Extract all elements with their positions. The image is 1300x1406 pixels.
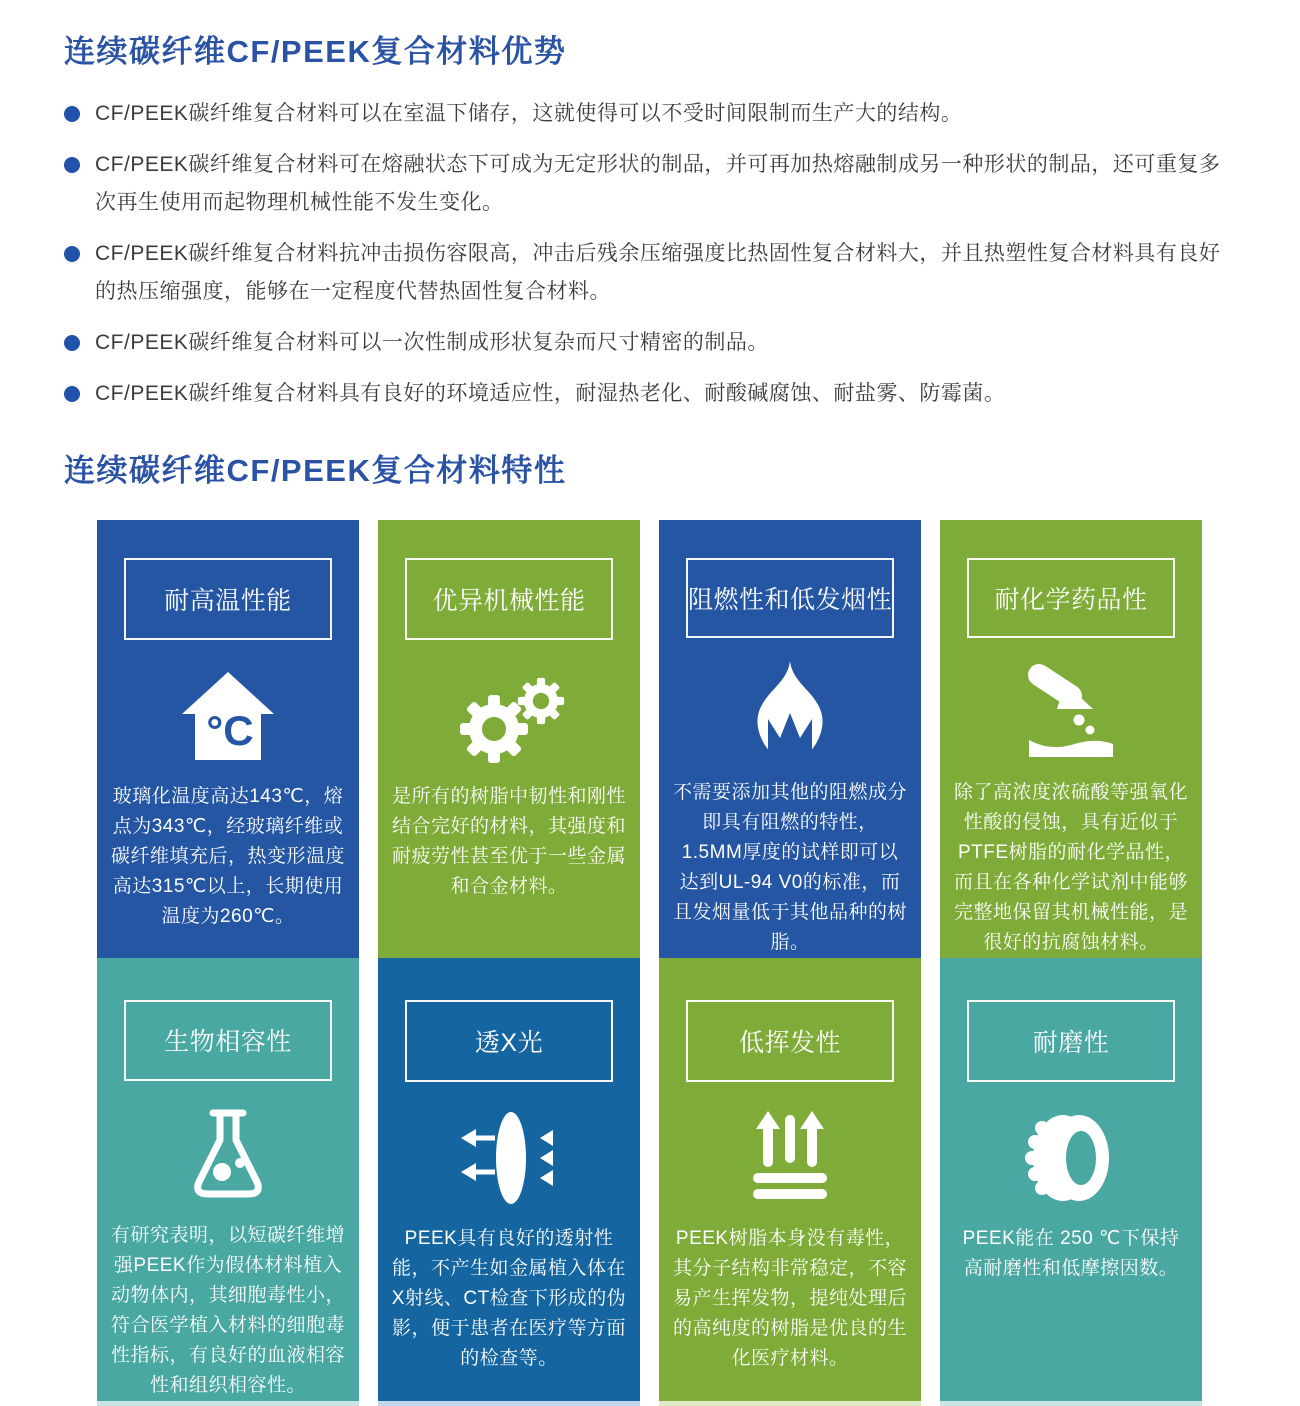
card-title: 耐高温性能: [164, 587, 292, 615]
feature-card-heat-resistance: [97, 520, 359, 958]
bullet-dot-icon: [64, 335, 80, 351]
bullet-dot-icon: [64, 157, 80, 173]
bullet-dot-icon: [64, 386, 80, 402]
feature-card-biocompatibility: [97, 958, 359, 1401]
tire-icon: [1015, 1102, 1127, 1214]
feature-card-mechanical: [378, 520, 640, 958]
gears-icon: [448, 660, 570, 772]
bullet-text: CF/PEEK碳纤维复合材料可在熔融状态下可成为无定形状的制品，并可再加热熔融制成另一种形状的制品，还可重复多次再生使用而起物理机械性能不发生变化。: [95, 153, 1221, 214]
temperature-house-icon: [180, 660, 276, 772]
card-title: 阻燃性和低发烟性: [688, 586, 893, 615]
card-column: [97, 520, 359, 1406]
card-description: 是所有的树脂中韧性和刚性结合完好的材料，其强度和耐疲劳性甚至优于一些金属和合金材料。: [391, 786, 626, 897]
flask-icon: [182, 1101, 274, 1211]
card-description: 有研究表明，以短碳纤维增强PEEK作为假体材料植入动物体内，其细胞毒性小，符合医学植入材料的细胞毒性指标，有良好的血液相容性和组织相容性。: [110, 1225, 345, 1396]
feature-card-flame-retardant: [659, 520, 921, 958]
card-description: 玻璃化温度高达143℃，熔点为343℃，经玻璃纤维或碳纤维填充后，热变形温度高达315℃以上，长期使用温度为260℃。: [110, 786, 345, 927]
bullet-text: CF/PEEK碳纤维复合材料可以在室温下储存，这就使得可以不受时间限制而生产大的结构。: [95, 102, 963, 125]
card-description: PEEK具有良好的透射性能，不产生如金属植入体在X射线、CT检查下形成的伪影，便于患者在医疗等方面的检查等。: [391, 1228, 627, 1369]
card-column: [378, 520, 640, 1406]
card-title-box: [124, 1000, 332, 1081]
card-title-box: [967, 558, 1175, 638]
card-description: 除了高浓度浓硫酸等强氧化性酸的侵蚀，具有近似于PTFE树脂的耐化学品性，而且在各种化学试剂中能够完整地保留其机械性能，是很好的抗腐蚀材料。: [953, 782, 1188, 953]
feature-card-chemical-resistance: [940, 520, 1202, 958]
xray-lens-icon: [451, 1102, 567, 1214]
section-title-features: 连续碳纤维CF/PEEK复合材料特性: [64, 453, 567, 488]
feature-card-xray-transparent: [378, 958, 640, 1401]
section-title-advantages: 连续碳纤维CF/PEEK复合材料优势: [64, 34, 567, 69]
list-item: [64, 146, 1236, 222]
chemical-pour-icon: [1015, 658, 1127, 768]
card-title: 低挥发性: [738, 1029, 841, 1057]
feature-card-grid: [97, 520, 1236, 1406]
feature-card-wear-resistance: [940, 958, 1202, 1401]
feature-card-low-volatility: [659, 958, 921, 1401]
card-description: PEEK树脂本身没有毒性，其分子结构非常稳定，不容易产生挥发物，提纯处理后的高纯度的树脂是优良的生化医疗材料。: [672, 1228, 907, 1369]
card-title: 生物相容性: [164, 1028, 292, 1057]
card-title-box: [686, 558, 894, 638]
list-item: [64, 235, 1236, 311]
advantages-list: [64, 95, 1236, 413]
card-title: 耐化学药品性: [994, 586, 1148, 615]
svg-text:°C: °C: [206, 707, 254, 754]
card-title-box: [124, 558, 332, 640]
bullet-dot-icon: [64, 246, 80, 262]
card-title: 优异机械性能: [432, 587, 586, 615]
bullet-dot-icon: [64, 106, 80, 122]
card-description: PEEK能在 250 ℃下保持高耐磨性和低摩擦因数。: [962, 1228, 1180, 1279]
card-description: 不需要添加其他的阻燃成分即具有阻燃的特性，1.5MM厚度的试样即可以达到UL-94 V0的标准，而且发烟量低于其他品种的树脂。: [672, 782, 907, 953]
flame-icon: [744, 658, 836, 768]
card-title-box: [405, 1000, 613, 1082]
evaporation-icon: [740, 1102, 840, 1214]
bullet-text: CF/PEEK碳纤维复合材料可以一次性制成形状复杂而尺寸精密的制品。: [95, 331, 769, 354]
card-title: 透X光: [474, 1029, 544, 1057]
card-title-box: [405, 558, 613, 640]
bullet-text: CF/PEEK碳纤维复合材料具有良好的环境适应性，耐湿热老化、耐酸碱腐蚀、耐盐雾、防霉菌。: [95, 382, 1006, 405]
card-title-box: [686, 1000, 894, 1082]
card-title-box: [967, 1000, 1175, 1082]
list-item: [64, 95, 1236, 133]
list-item: [64, 324, 1236, 362]
list-item: [64, 375, 1236, 413]
bullet-text: CF/PEEK碳纤维复合材料抗冲击损伤容限高，冲击后残余压缩强度比热固性复合材料大，并且热塑性复合材料具有良好的热压缩强度，能够在一定程度代替热固性复合材料。: [95, 242, 1221, 303]
card-column: [659, 520, 921, 1406]
card-title: 耐磨性: [1032, 1029, 1110, 1057]
card-column: [940, 520, 1202, 1406]
